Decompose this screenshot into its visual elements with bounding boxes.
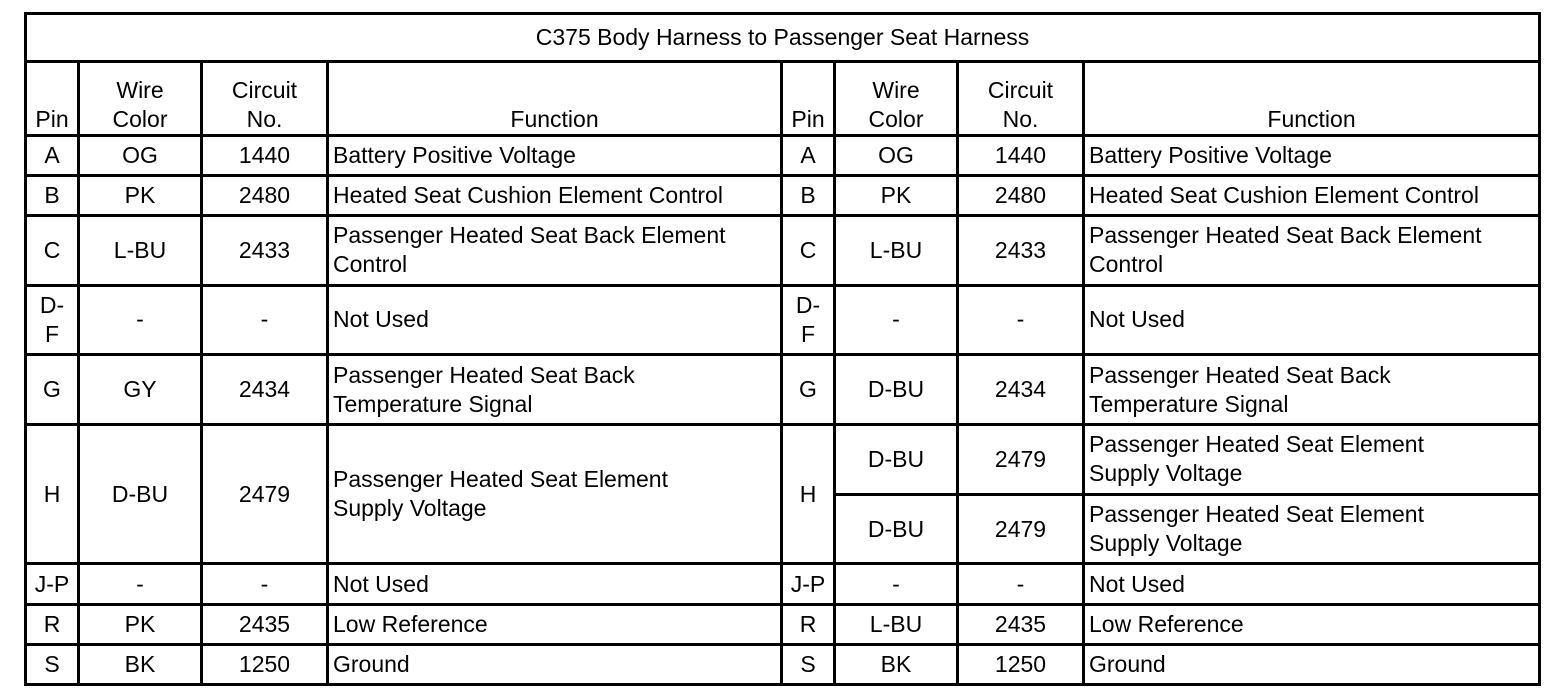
- wire-color-cell: OG: [835, 135, 958, 175]
- wire-color-cell: D-BU: [835, 355, 958, 425]
- wire-color-cell: BK: [835, 644, 958, 684]
- pin-cell: J-P: [782, 564, 835, 604]
- wire-color-cell: PK: [79, 604, 202, 644]
- pin-cell: A: [26, 135, 79, 175]
- pin-cell: D- F: [26, 285, 79, 355]
- title-row: [26, 14, 1540, 62]
- circuit-cell: 2479: [958, 494, 1084, 564]
- header-wire-color: Wire Color: [79, 61, 202, 135]
- table-row: [26, 644, 1540, 684]
- pin-cell: B: [782, 175, 835, 215]
- header-function: Function: [328, 61, 782, 135]
- function-cell: Low Reference: [328, 604, 782, 644]
- table-row: [26, 215, 1540, 285]
- wire-color-cell: BK: [79, 644, 202, 684]
- pin-cell: H: [26, 424, 79, 563]
- function-cell: Passenger Heated Seat Back Element Control: [1084, 215, 1540, 285]
- pin-cell: S: [26, 644, 79, 684]
- circuit-cell: 2433: [202, 215, 328, 285]
- circuit-cell: 2480: [958, 175, 1084, 215]
- wire-color-cell: OG: [79, 135, 202, 175]
- wire-color-cell: D-BU: [79, 424, 202, 563]
- function-cell: Heated Seat Cushion Element Control: [328, 175, 782, 215]
- pin-cell: H: [782, 424, 835, 563]
- wire-color-cell: -: [835, 285, 958, 355]
- header-function: Function: [1084, 61, 1540, 135]
- function-cell: Not Used: [1084, 564, 1540, 604]
- table-row: [26, 355, 1540, 425]
- circuit-cell: 1440: [202, 135, 328, 175]
- wire-color-cell: D-BU: [835, 424, 958, 494]
- circuit-cell: -: [958, 564, 1084, 604]
- function-cell: Ground: [1084, 644, 1540, 684]
- header-circuit-no: Circuit No.: [202, 61, 328, 135]
- pin-cell: S: [782, 644, 835, 684]
- circuit-cell: 1250: [202, 644, 328, 684]
- wire-color-cell: L-BU: [79, 215, 202, 285]
- table-row: [26, 424, 1540, 494]
- pin-cell: A: [782, 135, 835, 175]
- connector-pinout-table: [24, 12, 1541, 686]
- function-cell: Heated Seat Cushion Element Control: [1084, 175, 1540, 215]
- function-cell: Passenger Heated Seat Element Supply Voltage: [328, 424, 782, 563]
- circuit-cell: 2480: [202, 175, 328, 215]
- wire-color-cell: L-BU: [835, 604, 958, 644]
- pin-cell: G: [782, 355, 835, 425]
- function-cell: Not Used: [328, 564, 782, 604]
- pin-cell: D- F: [782, 285, 835, 355]
- circuit-cell: 1250: [958, 644, 1084, 684]
- table-row: [26, 564, 1540, 604]
- wire-color-cell: PK: [835, 175, 958, 215]
- circuit-cell: 2479: [202, 424, 328, 563]
- wire-color-cell: -: [835, 564, 958, 604]
- header-row: [26, 61, 1540, 135]
- table-title: C375 Body Harness to Passenger Seat Harness: [26, 14, 1540, 62]
- circuit-cell: 2433: [958, 215, 1084, 285]
- function-cell: Ground: [328, 644, 782, 684]
- circuit-cell: -: [958, 285, 1084, 355]
- function-cell: Not Used: [328, 285, 782, 355]
- function-cell: Not Used: [1084, 285, 1540, 355]
- header-pin: Pin: [782, 61, 835, 135]
- function-cell: Passenger Heated Seat Back Temperature Signal: [328, 355, 782, 425]
- function-cell: Low Reference: [1084, 604, 1540, 644]
- pin-cell: G: [26, 355, 79, 425]
- pin-cell: J-P: [26, 564, 79, 604]
- pin-cell: R: [782, 604, 835, 644]
- header-wire-color: Wire Color: [835, 61, 958, 135]
- circuit-cell: 2435: [958, 604, 1084, 644]
- circuit-cell: -: [202, 564, 328, 604]
- circuit-cell: 2434: [958, 355, 1084, 425]
- function-cell: Passenger Heated Seat Element Supply Voltage: [1084, 494, 1540, 564]
- circuit-cell: 2435: [202, 604, 328, 644]
- pin-cell: R: [26, 604, 79, 644]
- table-row: [26, 135, 1540, 175]
- circuit-cell: 2479: [958, 424, 1084, 494]
- function-cell: Battery Positive Voltage: [1084, 135, 1540, 175]
- header-circuit-no: Circuit No.: [958, 61, 1084, 135]
- circuit-cell: 2434: [202, 355, 328, 425]
- function-cell: Passenger Heated Seat Back Element Control: [328, 215, 782, 285]
- function-cell: Battery Positive Voltage: [328, 135, 782, 175]
- pin-cell: B: [26, 175, 79, 215]
- circuit-cell: 1440: [958, 135, 1084, 175]
- pin-cell: C: [782, 215, 835, 285]
- wire-color-cell: D-BU: [835, 494, 958, 564]
- function-cell: Passenger Heated Seat Element Supply Voltage: [1084, 424, 1540, 494]
- pin-cell: C: [26, 215, 79, 285]
- circuit-cell: -: [202, 285, 328, 355]
- header-pin: Pin: [26, 61, 79, 135]
- wire-color-cell: -: [79, 285, 202, 355]
- table-row: [26, 285, 1540, 355]
- function-cell: Passenger Heated Seat Back Temperature Signal: [1084, 355, 1540, 425]
- wire-color-cell: GY: [79, 355, 202, 425]
- table-row: [26, 604, 1540, 644]
- wire-color-cell: L-BU: [835, 215, 958, 285]
- wire-color-cell: PK: [79, 175, 202, 215]
- table-row: [26, 175, 1540, 215]
- wire-color-cell: -: [79, 564, 202, 604]
